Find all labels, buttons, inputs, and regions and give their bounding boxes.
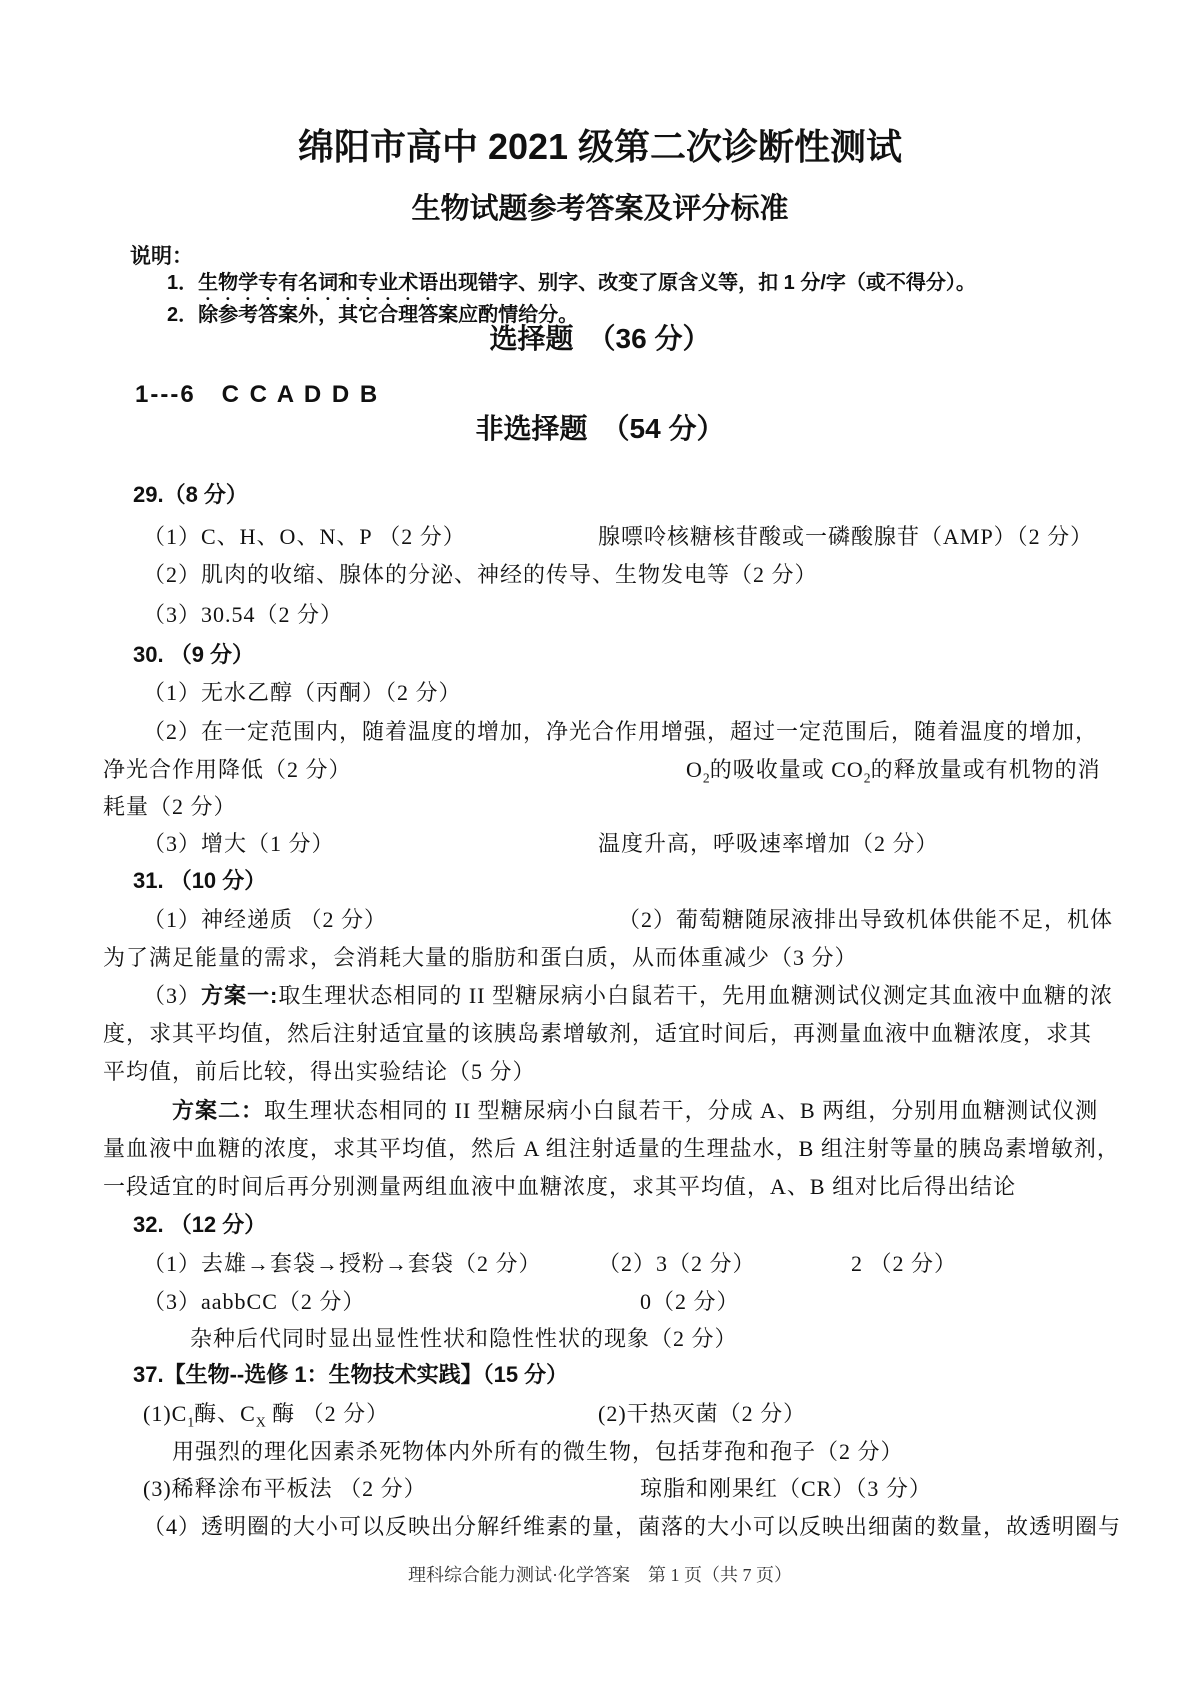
- doc-title-col-0: [297, 126, 903, 167]
- text-segment: 净光合作用降低（2 分）: [103, 757, 352, 782]
- text-segment: 37.【生物--选修 1：生物技术实践】（15 分）: [133, 1362, 569, 1387]
- q30-answer-1-col-0: [143, 676, 462, 710]
- q37-answer-1-col-0: [143, 1397, 389, 1439]
- q29-heading-col-0: [133, 478, 248, 512]
- section-heading-choice: [0, 322, 1200, 362]
- text-segment: 30. （9 分）: [133, 642, 255, 667]
- q29-heading: [0, 478, 1200, 518]
- text-segment: （1）C、H、O、N、P （2 分）: [143, 524, 466, 549]
- q30-answer-2-line3-col-0: [103, 790, 237, 824]
- text-segment: 绵阳市高中 2021 级第二次诊断性测试: [297, 126, 903, 167]
- q31-heading: [0, 864, 1200, 904]
- q31-answer-3-line1: [0, 979, 1200, 1019]
- text-segment: 方案一:: [201, 983, 279, 1008]
- q32-answer-1: [0, 1247, 1200, 1287]
- q31-answer-3-line2: [0, 1017, 1200, 1057]
- text-segment: （3）: [143, 983, 202, 1008]
- q31-answer-2-cont-col-0: [103, 941, 858, 975]
- q29-answer-1: [0, 520, 1200, 560]
- text-segment: 一段适宜的时间后再分别测量两组血液中血糖浓度，求其平均值，A、B 组对比后得出结论: [103, 1174, 1017, 1199]
- q31-answer-3-line3-col-0: [103, 1055, 536, 1089]
- q30-answer-3-col-1: [598, 827, 939, 861]
- text-segment: 杂种后代同时显出显性性状和隐性性状的现象（2 分）: [190, 1326, 738, 1351]
- q37-answer-4-col-0: [143, 1510, 1121, 1544]
- text-segment: （2）肌肉的收缩、腺体的分泌、神经的传导、生物发电等（2 分）: [143, 562, 818, 587]
- q32-heading: [0, 1208, 1200, 1248]
- q37-answer-1: [0, 1397, 1200, 1437]
- q31-answer-1-col-0: [143, 903, 387, 937]
- text-segment: 2．除参考答案外，其它合理答案应酌情给分。: [167, 304, 579, 326]
- mcq-answers-col-0: [135, 378, 379, 412]
- q31-answer-3-line4-col-0: [172, 1094, 1098, 1128]
- text-segment: （2）在一定范围内，随着温度的增加，净光合作用增强，超过一定范围后，随着温度的增加，: [143, 719, 1099, 744]
- text-segment: （3）30.54（2 分）: [143, 602, 344, 627]
- text-segment: 31. （10 分）: [133, 868, 267, 893]
- q32-answer-3-cont: [0, 1322, 1200, 1362]
- text-segment: 量血液中血糖的浓度，求其平均值，然后 A 组注射适量的生理盐水，B 组注射等量的胰岛素增敏剂，: [103, 1136, 1120, 1161]
- q37-heading-col-0: [133, 1358, 568, 1392]
- text-segment: （1）去雄→套袋→授粉→套袋（2 分）: [143, 1251, 542, 1276]
- text-segment: 的释放量或有机物的消: [870, 757, 1101, 782]
- q29-answer-1-col-1: [598, 520, 1093, 554]
- text-segment: 理科综合能力测试·化学答案 第 1 页（共 7 页）: [408, 1565, 792, 1585]
- q29-answer-2: [0, 558, 1200, 598]
- text-segment: （2）葡萄糖随尿液排出导致机体供能不足，机体: [618, 907, 1114, 932]
- q32-answer-1-col-2: [851, 1247, 957, 1281]
- q37-answer-1-cont-col-0: [172, 1435, 904, 1469]
- text-segment: 温度升高，呼吸速率增加（2 分）: [598, 831, 939, 856]
- text-segment: （1）无水乙醇（丙酮）（2 分）: [143, 680, 462, 705]
- text-segment: 的吸收量或 CO: [709, 757, 864, 782]
- text-segment: 度，求其平均值，然后注射适宜量的该胰岛素增敏剂，适宜时间后，再测量血液中血糖浓度，求其: [103, 1021, 1093, 1046]
- text-segment: （3）aabbCC（2 分）: [143, 1289, 366, 1314]
- q30-heading-col-0: [133, 638, 254, 672]
- text-segment: 1．: [167, 272, 199, 294]
- q37-answer-3-col-1: [640, 1472, 932, 1506]
- text-segment: （2）3（2 分）: [598, 1251, 756, 1276]
- q31-answer-1-col-1: [618, 903, 1113, 937]
- q31-answer-3-line2-col-0: [103, 1017, 1092, 1051]
- q30-answer-2-line2: [0, 753, 1200, 793]
- q32-answer-3-col-1: [640, 1285, 740, 1319]
- q30-heading: [0, 638, 1200, 678]
- doc-subtitle-col-0: [411, 192, 788, 226]
- text-segment: 用强烈的理化因素杀死物体内外所有的微生物，包括芽孢和孢子（2 分）: [172, 1439, 904, 1464]
- q30-answer-2-line1: [0, 715, 1200, 755]
- text-segment: X: [255, 1414, 266, 1430]
- text-segment: 0（2 分）: [640, 1289, 740, 1314]
- text-segment: 1---6 C C A D D B: [135, 381, 380, 408]
- text-segment: 方案二：: [172, 1098, 265, 1123]
- text-segment: 取生理状态相同的 II 型糖尿病小白鼠若干，先用血糖测试仪测定其血液中血糖的浓: [278, 983, 1113, 1008]
- text-segment: 非选择题 （54 分）: [475, 413, 725, 444]
- text-segment: 为了满足能量的需求，会消耗大量的脂肪和蛋白质，从而体重减少（3 分）: [103, 945, 858, 970]
- q30-answer-2-line3: [0, 790, 1200, 830]
- text-segment: 选择题 （36 分）: [489, 323, 711, 354]
- q37-heading: [0, 1358, 1200, 1398]
- text-segment: 取生理状态相同的 II 型糖尿病小白鼠若干，分成 A、B 两组，分别用血糖测试仪测: [264, 1098, 1099, 1123]
- text-segment: 32. （12 分）: [133, 1212, 267, 1237]
- q31-answer-3-line3: [0, 1055, 1200, 1095]
- text-segment: 腺嘌呤核糖核苷酸或一磷酸腺苷（AMP）（2 分）: [598, 524, 1094, 549]
- q31-answer-3-line5: [0, 1132, 1200, 1172]
- q32-answer-3: [0, 1285, 1200, 1325]
- doc-title: [0, 126, 1200, 170]
- text-segment: 2: [863, 770, 871, 786]
- page-footer: [0, 1558, 1200, 1598]
- page-footer-col-0: [408, 1558, 792, 1592]
- q30-answer-3-col-0: [143, 827, 335, 861]
- text-segment: (3)稀释涂布平板法 （2 分）: [143, 1476, 427, 1501]
- section-heading-nonchoice-col-0: [476, 412, 725, 446]
- q30-answer-3: [0, 827, 1200, 867]
- text-segment: 说明：: [130, 245, 193, 268]
- section-heading-nonchoice: [0, 412, 1200, 452]
- q31-answer-3-line6: [0, 1170, 1200, 1210]
- text-segment: 生物学专有名词和专业术语: [198, 272, 439, 294]
- text-segment: （1）神经递质 （2 分）: [143, 907, 388, 932]
- q29-answer-3-col-0: [143, 598, 343, 632]
- text-segment: 生物试题参考答案及评分标准: [411, 193, 789, 225]
- q32-answer-3-cont-col-0: [190, 1322, 738, 1356]
- q30-answer-1: [0, 676, 1200, 716]
- text-segment: (2)干热灭菌（2 分）: [598, 1401, 807, 1426]
- doc-subtitle: [0, 192, 1200, 232]
- q32-answer-1-col-0: [143, 1247, 542, 1281]
- q32-heading-col-0: [133, 1208, 266, 1242]
- q37-answer-3: [0, 1472, 1200, 1512]
- text-segment: （3）增大（1 分）: [143, 831, 335, 856]
- text-segment: (1)C: [143, 1401, 188, 1426]
- text-segment: 酶 （2 分）: [265, 1401, 390, 1426]
- q37-answer-1-col-1: [598, 1397, 806, 1431]
- text-segment: 酶、C: [194, 1401, 256, 1426]
- text-segment: 1: [187, 1414, 195, 1430]
- q29-answer-2-col-0: [143, 558, 818, 592]
- q31-answer-3-line4: [0, 1094, 1200, 1134]
- q32-answer-1-col-1: [598, 1247, 756, 1281]
- q31-heading-col-0: [133, 864, 266, 898]
- text-segment: 2 （2 分）: [851, 1251, 958, 1276]
- q37-answer-1-cont: [0, 1435, 1200, 1475]
- text-segment: 29.（8 分）: [133, 482, 248, 507]
- section-heading-choice-col-0: [490, 322, 711, 356]
- text-segment: O: [686, 757, 703, 782]
- text-segment: （4）透明圈的大小可以反映出分解纤维素的量，菌落的大小可以反映出细菌的数量，故透明圈与: [143, 1514, 1122, 1539]
- q32-answer-3-col-0: [143, 1285, 365, 1319]
- q30-answer-2-line1-col-0: [143, 715, 1098, 749]
- q31-answer-2-cont: [0, 941, 1200, 981]
- text-segment: 出现错字、别字、改变了原含义等，扣 1 分/字（或不得分）。: [438, 272, 976, 294]
- q31-answer-1: [0, 903, 1200, 943]
- q31-answer-3-line6-col-0: [103, 1170, 1016, 1204]
- text-segment: 2: [702, 770, 710, 786]
- q37-answer-3-col-0: [143, 1472, 427, 1506]
- q31-answer-3-line5-col-0: [103, 1132, 1120, 1166]
- q29-answer-1-col-0: [143, 520, 466, 554]
- text-segment: 平均值，前后比较，得出实验结论（5 分）: [103, 1059, 536, 1084]
- q31-answer-3-line1-col-0: [143, 979, 1113, 1013]
- q37-answer-4: [0, 1510, 1200, 1550]
- text-segment: 琼脂和刚果红（CR）（3 分）: [640, 1476, 932, 1501]
- text-segment: 耗量（2 分）: [103, 794, 237, 819]
- q30-answer-2-line2-col-0: [103, 753, 352, 787]
- q29-answer-3: [0, 598, 1200, 638]
